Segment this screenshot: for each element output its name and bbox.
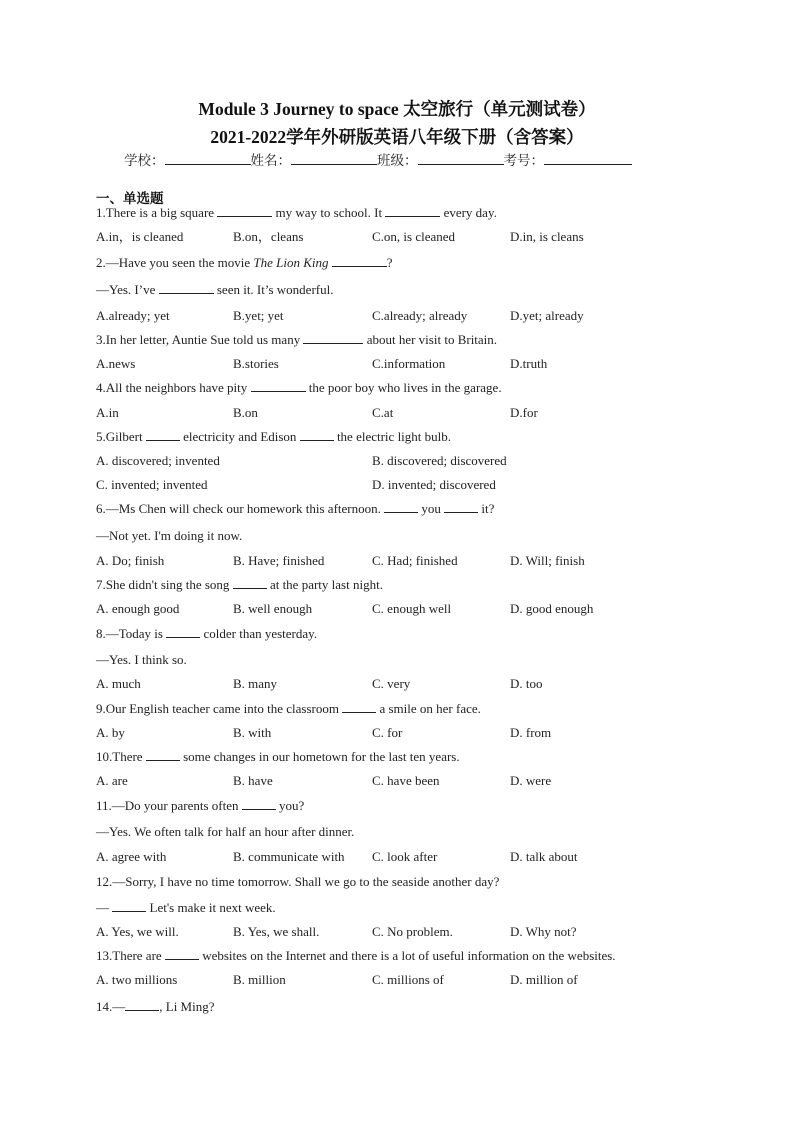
question-2-option-a[interactable]: A.already; yet xyxy=(96,308,170,323)
question-2-reply: —Yes. I’ve seen it. It’s wonderful. xyxy=(96,282,334,297)
answer-blank xyxy=(332,255,387,267)
answer-blank xyxy=(342,701,376,713)
question-13-option-a[interactable]: A. two millions xyxy=(96,972,178,987)
question-11-option-a[interactable]: A. agree with xyxy=(96,849,167,864)
question-13-option-d[interactable]: D. million of xyxy=(510,972,578,987)
answer-blank xyxy=(217,205,272,217)
question-7-option-c[interactable]: C. enough well xyxy=(372,601,452,616)
question-4-stem: 4.All the neighbors have pity the poor boy who lives in the garage. xyxy=(96,380,502,395)
question-2-option-b[interactable]: B.yet; yet xyxy=(233,308,284,323)
question-1-stem: 1.There is a big square my way to school. It every day. xyxy=(96,205,497,220)
question-10-option-d[interactable]: D. were xyxy=(510,773,552,788)
question-6-reply: —Not yet. I'm doing it now. xyxy=(96,528,243,543)
question-3-option-c[interactable]: C.information xyxy=(372,356,446,371)
answer-blank xyxy=(112,900,146,912)
question-12-option-c[interactable]: C. No problem. xyxy=(372,924,453,939)
question-1-option-c[interactable]: C.on, is cleaned xyxy=(372,229,456,244)
name-label: 姓名： xyxy=(250,153,291,169)
question-4-option-d[interactable]: D.for xyxy=(510,405,538,420)
question-2-stem: 2.—Have you seen the movie The Lion King ? xyxy=(96,255,393,270)
question-14-stem: 14.— , Li Ming? xyxy=(96,999,215,1014)
question-10-option-a[interactable]: A. are xyxy=(96,773,128,788)
school-label: 学校： xyxy=(124,153,165,169)
answer-blank xyxy=(165,948,199,960)
question-12-option-d[interactable]: D. Why not? xyxy=(510,924,577,939)
question-5-option-d[interactable]: D. invented; discovered xyxy=(372,477,496,492)
question-8-option-c[interactable]: C. very xyxy=(372,676,411,691)
question-8-stem: 8.—Today is colder than yesterday. xyxy=(96,626,318,641)
question-13-stem: 13.There are websites on the Internet and there is a lot of useful information on the websites. xyxy=(96,948,616,963)
answer-blank xyxy=(125,999,159,1011)
question-8-option-b[interactable]: B. many xyxy=(233,676,278,691)
question-12-stem: 12.—Sorry, I have no time tomorrow. Shall we go to the seaside another day? xyxy=(96,874,500,889)
answer-blank xyxy=(166,626,200,638)
question-3-option-a[interactable]: A.news xyxy=(96,356,136,371)
question-8-option-d[interactable]: D. too xyxy=(510,676,543,691)
question-9-option-a[interactable]: A. by xyxy=(96,725,125,740)
answer-blank xyxy=(303,332,363,344)
question-6-option-c[interactable]: C. Had; finished xyxy=(372,553,458,568)
question-4-option-c[interactable]: C.at xyxy=(372,405,394,420)
answer-blank xyxy=(384,501,418,513)
question-7-option-a[interactable]: A. enough good xyxy=(96,601,180,616)
question-11-stem: 11.—Do your parents often you? xyxy=(96,798,305,813)
document-title-line2: 2021-2022学年外研版英语八年级下册（含答案） xyxy=(210,127,584,147)
class-label: 班级： xyxy=(377,153,418,169)
question-10-option-b[interactable]: B. have xyxy=(233,773,273,788)
answer-blank xyxy=(233,577,267,589)
question-9-option-b[interactable]: B. with xyxy=(233,725,272,740)
question-1-option-a[interactable]: A.in，is cleaned xyxy=(96,229,184,244)
answer-blank xyxy=(444,501,478,513)
question-9-option-c[interactable]: C. for xyxy=(372,725,403,740)
question-3-option-d[interactable]: D.truth xyxy=(510,356,548,371)
question-3-option-b[interactable]: B.stories xyxy=(233,356,279,371)
question-11-option-c[interactable]: C. look after xyxy=(372,849,438,864)
question-2-option-c[interactable]: C.already; already xyxy=(372,308,468,323)
question-6-stem: 6.—Ms Chen will check our homework this afternoon. you it? xyxy=(96,501,495,516)
question-4-option-a[interactable]: A.in xyxy=(96,405,119,420)
question-1-option-b[interactable]: B.on，cleans xyxy=(233,229,304,244)
question-10-option-c[interactable]: C. have been xyxy=(372,773,440,788)
question-6-option-a[interactable]: A. Do; finish xyxy=(96,553,165,568)
exam-number-blank[interactable] xyxy=(544,152,632,165)
question-6-option-d[interactable]: D. Will; finish xyxy=(510,553,585,568)
student-info-line xyxy=(124,149,632,170)
question-9-stem: 9.Our English teacher came into the classroom a smile on her face. xyxy=(96,701,481,716)
question-13-option-c[interactable]: C. millions of xyxy=(372,972,444,987)
question-2-option-d[interactable]: D.yet; already xyxy=(510,308,584,323)
question-6-option-b[interactable]: B. Have; finished xyxy=(233,553,325,568)
question-4-option-b[interactable]: B.on xyxy=(233,405,258,420)
question-7-stem: 7.She didn't sing the song at the party last night. xyxy=(96,577,383,592)
school-blank[interactable] xyxy=(165,152,251,165)
answer-blank xyxy=(251,380,306,392)
question-8-option-a[interactable]: A. much xyxy=(96,676,141,691)
section-title: 一、单选题 xyxy=(96,191,164,207)
question-5-option-c[interactable]: C. invented; invented xyxy=(96,477,208,492)
answer-blank xyxy=(242,798,276,810)
question-11-option-d[interactable]: D. talk about xyxy=(510,849,578,864)
answer-blank xyxy=(146,429,180,441)
class-blank[interactable] xyxy=(418,152,504,165)
question-12-option-b[interactable]: B. Yes, we shall. xyxy=(233,924,320,939)
question-5-stem: 5.Gilbert electricity and Edison the electric light bulb. xyxy=(96,429,452,444)
question-8-reply: —Yes. I think so. xyxy=(96,652,187,667)
answer-blank xyxy=(300,429,334,441)
question-5-option-b[interactable]: B. discovered; discovered xyxy=(372,453,507,468)
question-11-reply: —Yes. We often talk for half an hour after dinner. xyxy=(96,824,355,839)
answer-blank xyxy=(159,282,214,294)
question-1-option-d[interactable]: D.in, is cleans xyxy=(510,229,584,244)
question-10-stem: 10.There some changes in our hometown for the last ten years. xyxy=(96,749,460,764)
exam-number-label: 考号： xyxy=(503,153,544,169)
answer-blank xyxy=(146,749,180,761)
question-7-option-b[interactable]: B. well enough xyxy=(233,601,313,616)
name-blank[interactable] xyxy=(291,152,377,165)
question-9-option-d[interactable]: D. from xyxy=(510,725,552,740)
question-5-option-a[interactable]: A. discovered; invented xyxy=(96,453,220,468)
question-13-option-b[interactable]: B. million xyxy=(233,972,286,987)
question-7-option-d[interactable]: D. good enough xyxy=(510,601,594,616)
question-12-reply: — Let's make it next week. xyxy=(96,900,276,915)
question-12-option-a[interactable]: A. Yes, we will. xyxy=(96,924,179,939)
answer-blank xyxy=(385,205,440,217)
question-3-stem: 3.In her letter, Auntie Sue told us many about her visit to Britain. xyxy=(96,332,498,347)
document-title-line1: Module 3 Journey to space 太空旅行（单元测试卷） xyxy=(198,99,596,119)
question-11-option-b[interactable]: B. communicate with xyxy=(233,849,345,864)
